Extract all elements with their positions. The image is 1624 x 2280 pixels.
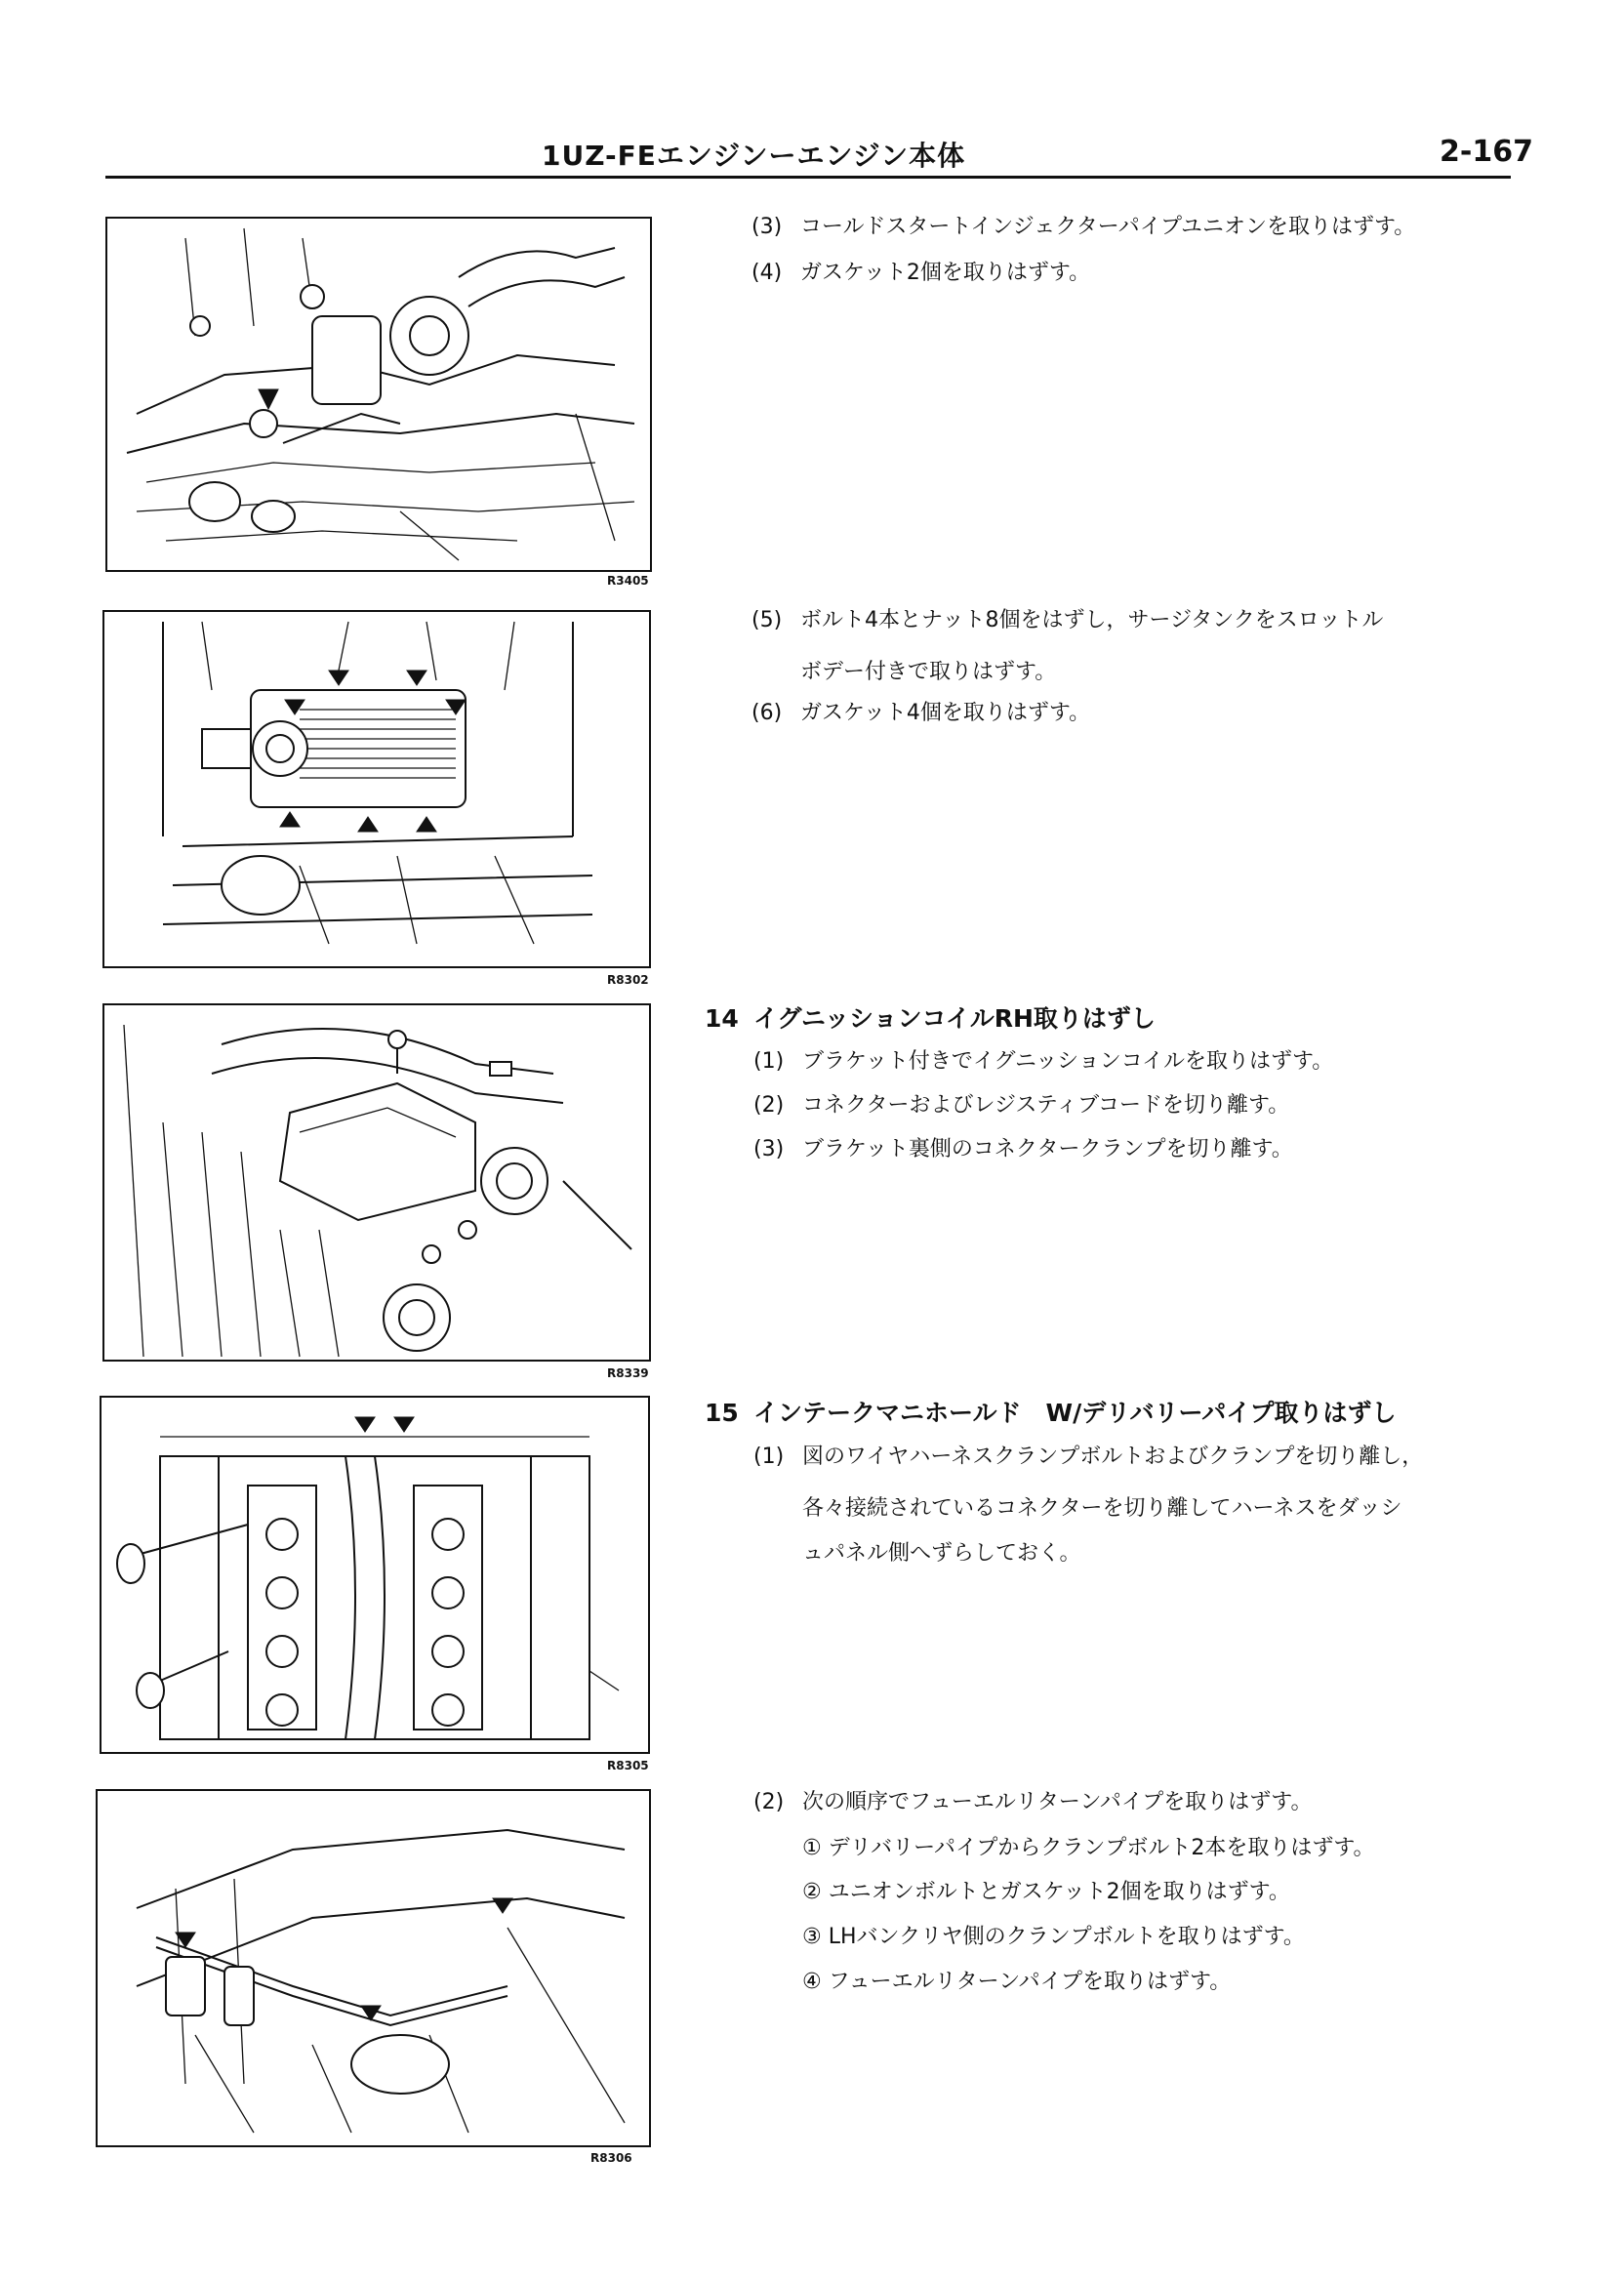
step-5-continuation: ボデー付きで取りはずす。 (800, 660, 1057, 684)
section-title-text: インテークマニホールド W/デリバリーパイプ取りはずし (753, 1399, 1397, 1427)
bolt-icon (459, 1221, 476, 1239)
step-5 (751, 606, 1383, 635)
engine-illustration (104, 1005, 649, 1360)
sub-step-text: ユニオンボルトとガスケット2個を取りはずす。 (828, 1880, 1290, 1904)
section-title-text: イグニッションコイルRH取りはずし (753, 1004, 1156, 1033)
step-number: (5) (751, 608, 783, 632)
engine-illustration (102, 1398, 648, 1752)
arrow-icon (493, 1898, 512, 1913)
figure-surge-tank (102, 610, 651, 968)
page-number: 2-167 (1440, 135, 1533, 169)
step-3 (751, 213, 1415, 242)
arrow-icon (358, 817, 378, 832)
arrow-icon (417, 817, 436, 832)
sub-step-marker: ③ (802, 1925, 822, 1949)
sub-step-1 (802, 1834, 1375, 1863)
sub-step-text: フューエルリターンパイプを取りはずす。 (828, 1970, 1232, 1994)
step-text: ブラケット裏側のコネクタークランプを切り離す。 (802, 1137, 1293, 1161)
figure-code: R3405 (607, 574, 649, 588)
arrow-icon (259, 389, 278, 409)
arrow-icon (329, 671, 348, 685)
step-number: (4) (751, 261, 783, 285)
sub-step-text: LHバンクリヤ側のクランプボルトを取りはずす。 (828, 1925, 1305, 1949)
step-text: ガスケット4個を取りはずす。 (800, 701, 1091, 725)
section-15-step-2 (753, 1788, 1313, 1817)
header-rule (105, 176, 1511, 179)
figure-code: R8306 (590, 2151, 632, 2165)
section-15-title (705, 1394, 1396, 1429)
section-14-title (705, 999, 1156, 1035)
figure-fuel-return-pipe (96, 1789, 651, 2147)
arrow-icon (394, 1417, 414, 1432)
figure-ignition-coil (102, 1003, 651, 1362)
step-number: (3) (751, 215, 783, 239)
step-text: ブラケット付きでイグニッションコイルを取りはずす。 (802, 1049, 1334, 1074)
header-title: 1UZ-FEエンジンーエンジン本体 (542, 140, 966, 172)
sub-step-3 (802, 1923, 1305, 1952)
step-number: (3) (753, 1137, 785, 1161)
figure-code: R8305 (607, 1759, 649, 1772)
sub-step-marker: ② (802, 1880, 822, 1904)
step-text: コネクターおよびレジスティブコードを切り離す。 (802, 1093, 1290, 1118)
step-4 (751, 259, 1090, 288)
step-text: ガスケット2個を取りはずす。 (800, 261, 1091, 285)
sub-step-4 (802, 1968, 1231, 1997)
step-text: 次の順序でフューエルリターンパイプを取りはずす。 (802, 1790, 1313, 1814)
section-number: 14 (705, 1004, 739, 1033)
section-14-step-1 (753, 1047, 1333, 1077)
bolt-icon (388, 1031, 406, 1048)
bolt-icon (490, 1062, 511, 1076)
engine-illustration (107, 219, 650, 570)
step-number: (6) (751, 701, 783, 725)
section-15-step-1-continuation-2: ュパネル側へずらしておく。 (802, 1541, 1081, 1566)
step-text: ボルト4本とナット8個をはずし，サージタンクをスロットル (800, 608, 1384, 632)
engine-illustration (98, 1791, 649, 2145)
section-15-step-1 (753, 1443, 1423, 1472)
step-number: (1) (753, 1445, 785, 1469)
arrow-icon (355, 1417, 375, 1432)
engine-illustration (104, 612, 649, 966)
step-text: コールドスタートインジェクターパイプユニオンを取りはずす。 (800, 215, 1416, 239)
section-14-step-2 (753, 1091, 1289, 1120)
sub-step-2 (802, 1878, 1290, 1907)
sub-step-text: デリバリーパイプからクランプボルト2本を取りはずす。 (828, 1836, 1375, 1860)
step-number: (2) (753, 1093, 785, 1118)
arrow-icon (407, 671, 426, 685)
sub-step-marker: ① (802, 1836, 822, 1860)
step-text: 図のワイヤハーネスクランプボルトおよびクランプを切り離し， (802, 1445, 1424, 1469)
section-number: 15 (705, 1399, 739, 1427)
section-15-step-1-continuation-1: 各々接続されているコネクターを切り離してハーネスをダッシ (802, 1496, 1402, 1521)
section-14-step-3 (753, 1135, 1293, 1164)
figure-intake-manifold (100, 1396, 650, 1754)
step-6 (751, 699, 1090, 728)
figure-code: R8339 (607, 1366, 649, 1380)
step-number: (2) (753, 1790, 785, 1814)
arrow-icon (280, 812, 300, 827)
bolt-icon (423, 1245, 440, 1263)
figure-engine-cold-start-injector (105, 217, 652, 572)
step-number: (1) (753, 1049, 785, 1074)
figure-code: R8302 (607, 973, 649, 987)
sub-step-marker: ④ (802, 1970, 822, 1994)
